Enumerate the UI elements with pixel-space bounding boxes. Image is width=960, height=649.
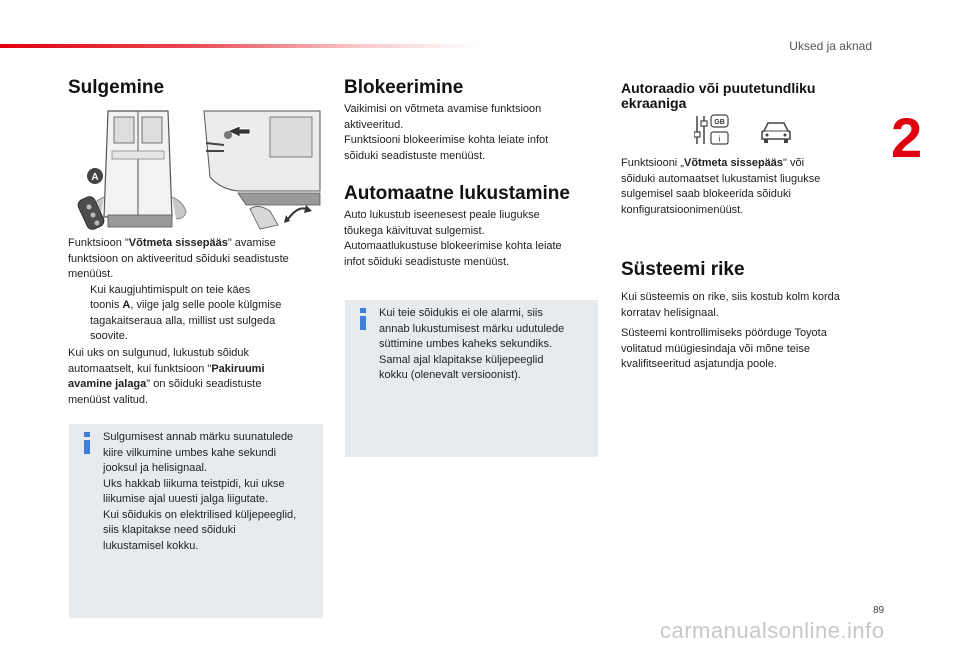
- text-line: korratav helisignaal.: [621, 306, 719, 319]
- text-line: liikumise ajal uuesti jalga liigutate.: [103, 493, 269, 505]
- info-box-alarm: [345, 300, 598, 457]
- info-box-closing: [69, 424, 323, 618]
- col1-paragraph-1: [68, 236, 289, 345]
- info-text: [379, 306, 564, 384]
- text-line: toonis A, viige jalg selle poole külgmise: [90, 299, 282, 311]
- text-line: Funktsioon "Võtmeta sissepääs" avamise: [68, 237, 276, 249]
- language-badge-text: GB: [714, 119, 725, 126]
- info-box-icon-text: i: [718, 134, 721, 144]
- text-line: infot sõiduki seadistuste menüüst.: [344, 255, 510, 268]
- text-line: süttimine umbes kaheks sekundiks.: [379, 338, 553, 350]
- text-line: Kui süsteemis on rike, siis kostub kolm korda: [621, 291, 840, 303]
- text-line: funktsioon on aktiveeritud sõiduki seadistuste: [68, 252, 289, 265]
- text-line: menüüst.: [68, 268, 114, 280]
- col2-paragraph-1: [344, 102, 548, 164]
- text-line: menüüst valitud.: [68, 393, 149, 406]
- text-line: soovite.: [90, 330, 128, 342]
- heading-blokeerimine: Blokeerimine: [344, 77, 464, 98]
- car-front-icon: [762, 123, 790, 143]
- watermark: carmanualsonline.info: [660, 618, 885, 643]
- text-line: sulgemisel saab blokeerida sõiduki: [621, 188, 791, 200]
- text-line: automaatselt, kui funktsioon "Pakiruumi: [68, 362, 265, 375]
- text-line: Kui kaugjuhtimispult on teie käes: [90, 283, 251, 296]
- bullet-item: [68, 283, 289, 299]
- text-line: Süsteemi kontrollimiseks pöörduge Toyota: [621, 327, 827, 339]
- info-icon: [81, 432, 93, 454]
- col3-paragraph-2: [621, 290, 840, 321]
- heading-line: ekraaniga: [621, 95, 687, 111]
- text-line: Automaatlukustuse blokeerimise kohta leiate: [344, 240, 562, 252]
- text-line: kiire vilkumine umbes kahe sekundi: [103, 446, 277, 459]
- col2-paragraph-2: [344, 208, 562, 270]
- text-line: kokku (olenevalt versioonist).: [379, 369, 521, 381]
- text-line: sõiduki seadistuste menüüst.: [344, 149, 486, 162]
- text-line: Auto lukustub iseenesest peale liugukse: [344, 209, 540, 221]
- text-line: tõukega käivituvat sulgemist.: [344, 224, 485, 237]
- text-line: jooksul ja helisignaal.: [103, 462, 207, 474]
- text-line: Sulgumisest annab märku suunatulede: [103, 431, 294, 443]
- text-line: Kui uks on sulgunud, lukustub sõiduk: [68, 347, 250, 359]
- heading-automaatne-lukustamine: Automaatne lukustamine: [344, 183, 570, 204]
- text-line: annab lukustumisest märku udutulede: [379, 322, 565, 335]
- heading-susteemi-rike: Süsteemi rike: [621, 259, 745, 280]
- col3-paragraph-1: [621, 156, 820, 218]
- text-line: Uks hakkab liikuma teistpidi, kui ukse: [103, 477, 285, 490]
- col1-paragraph-2: [68, 346, 265, 408]
- section-title: Uksed ja aknad: [789, 39, 872, 53]
- van-rear-illustration: [68, 107, 188, 232]
- text-line: tagakaitseraua alla, millist ust sulgeda: [90, 314, 276, 327]
- text-line: kvalifitseeritud asjatundja poole.: [621, 358, 777, 370]
- text-line: avamine jalaga" on sõiduki seadistuste: [68, 378, 262, 390]
- chapter-number: 2: [891, 106, 923, 169]
- page-number: 89: [873, 605, 885, 616]
- text-line: konfiguratsioonimenüüst.: [621, 203, 744, 216]
- heading-autoraadio: [621, 81, 815, 111]
- text-line: lukustamisel kokku.: [103, 539, 199, 552]
- text-line: sõiduki automaatset lukustamist liugukse: [621, 172, 821, 185]
- info-icon: [357, 308, 369, 330]
- text-line: Kui sõidukis on elektrilised küljepeeglid,: [103, 508, 297, 521]
- marker-a: A: [91, 172, 99, 183]
- heading-sulgemine: Sulgemine: [68, 77, 165, 98]
- text-line: Funktsiooni blokeerimise kohta leiate infot: [344, 134, 549, 146]
- header-accent-bar: [0, 44, 480, 48]
- settings-and-car-icons: [694, 113, 794, 149]
- col3-paragraph-3: [621, 326, 827, 373]
- text-line: aktiveeritud.: [344, 118, 404, 131]
- text-line: Samal ajal klapitakse küljepeeglid: [379, 353, 544, 366]
- info-text: [103, 430, 296, 554]
- text-line: Vaikimisi on võtmeta avamise funktsioon: [344, 103, 542, 115]
- text-line: Funktsiooni „Võtmeta sissepääs" või: [621, 157, 805, 169]
- text-line: Kui teie sõidukis ei ole alarmi, siis: [379, 307, 543, 319]
- heading-line: Autoraadio või puutetundliku: [621, 80, 816, 96]
- foot-sensor-illustration: [198, 107, 322, 232]
- settings-sliders-icon: [694, 116, 707, 144]
- text-line: siis klapitakse need sõiduki: [103, 524, 236, 536]
- text-line: volitatud müügiesindaja või mõne teise: [621, 342, 810, 355]
